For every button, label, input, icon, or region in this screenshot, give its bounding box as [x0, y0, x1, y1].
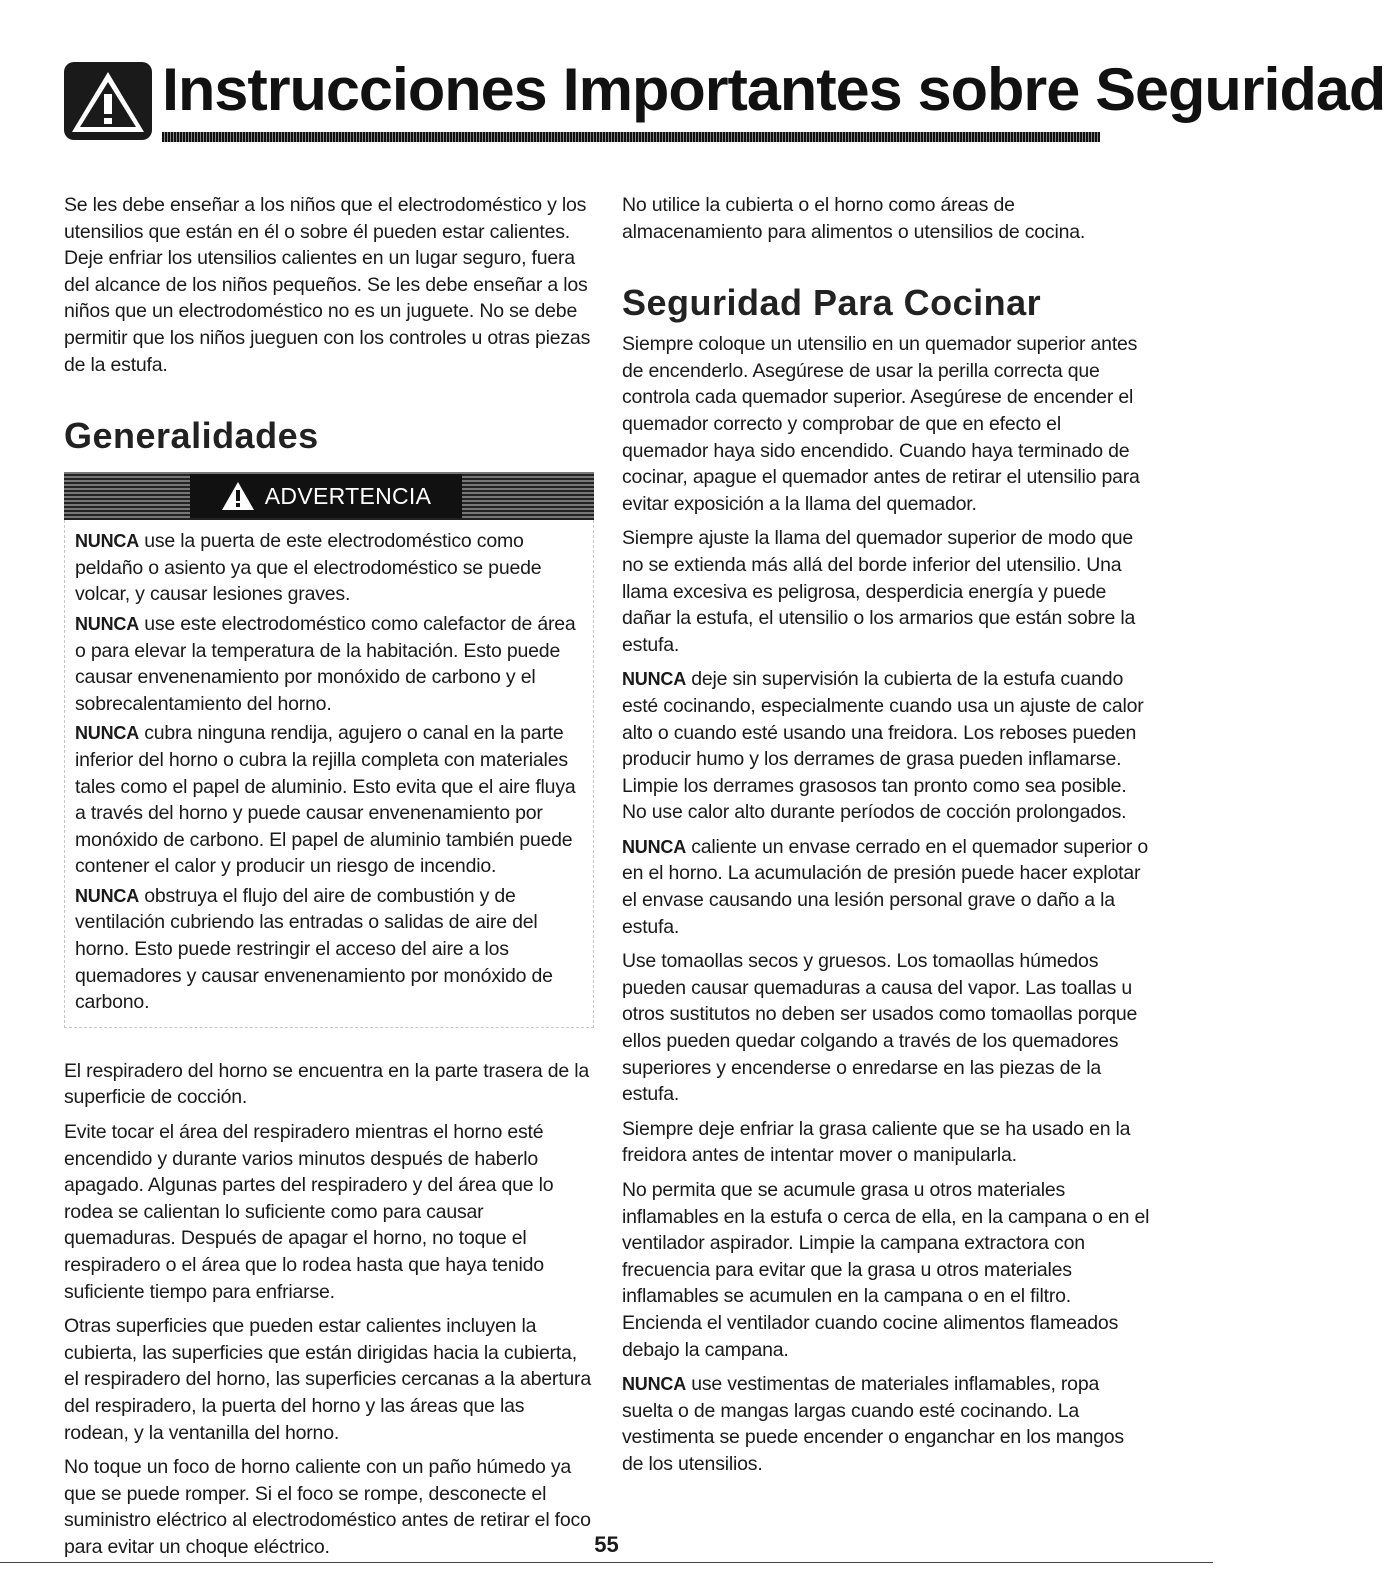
warning-item: NUNCA obstruya el flujo del aire de combustión y de ventilación cubriendo las entradas o salidas de aire del horno. Esto puede restringir el acceso del aire a los quemadores y causar envenenamiento por monóxido de carbono. [75, 884, 553, 1014]
intro-paragraph: Se les debe enseñar a los niños que el electrodoméstico y los utensilios que están en él o sobre él pueden estar calientes. Deje enfriar los utensilios calientes en un lugar seguro, fuera del alcance de los niños pequeños. Se les debe enseñar a los niños que un electrodoméstico no es un juguete. No se debe permitir que los niños jueguen con los controles u otras piezas de la estufa. [64, 194, 591, 376]
warning-item: NUNCA use este electrodoméstico como calefactor de área o para elevar la temperatura de la habitación. Esto puede causar envenenamiento por monóxido de carbono y el sobrecalentamiento del horno. [75, 612, 576, 715]
body-paragraph: No permita que se acumule grasa u otros materiales inflamables en la estufa o cerca de ella, en la campana o en el ventilador aspirador. Limpie la campana extractora con frecuencia para evitar que la grasa u otros materiales inflamables se acumulen en la campana o en el filtro. Encienda el ventilador cuando cocine alimentos flameados debajo la campana. [622, 1179, 1150, 1361]
body-paragraph: Siempre deje enfriar la grasa caliente que se ha usado en la freidora antes de intentar mover o manipularla. [622, 1117, 1131, 1167]
warning-box [64, 472, 594, 1028]
page-number: 55 [594, 1532, 619, 1557]
body-paragraph: Siempre ajuste la llama del quemador superior de modo que no se extienda más allá del borde inferior del utensilio. Una llama excesiva es peligrosa, desperdicia energía y puede dañar la estufa, el utensilio o los armarios que están sobre la estufa. [622, 527, 1136, 656]
left-column [64, 192, 594, 1569]
warning-item: NUNCA cubra ninguna rendija, agujero o canal en la parte inferior del horno o cubra la rejilla completa con materiales tales como el papel de aluminio. Esto evita que el aire fluya a través del horno y puede causar envenenamiento por monóxido de carbono. El papel de aluminio también puede contener el calor y producir un riesgo de incendio. [75, 722, 576, 878]
page-header [64, 46, 1385, 146]
body-paragraph: Siempre coloque un utensilio en un quemador superior antes de encenderlo. Asegúrese de usar la perilla correcta que controla cada quemador superior. Asegúrese de encender el quemador correcto y comprobar de que en efecto el quemador haya sido encendido. Cuando haya terminado de cocinar, apague el quemador antes de retirar el utensilio para evitar exposición a la llama del quemador. [622, 333, 1140, 515]
warning-banner [64, 472, 594, 520]
body-paragraph: Otras superficies que pueden estar calientes incluyen la cubierta, las superficies que están dirigidas hacia la cubierta, el respiradero del horno, las superficies cercanas a la abertura del respiradero, la puerta del horno y las áreas que las rodean, y la ventanilla del horno. [64, 1315, 591, 1444]
body-paragraph: NUNCA caliente un envase cerrado en el quemador superior o en el horno. La acumulación de presión puede hacer explotar el envase causando una lesión personal grave o daño a la estufa. [622, 835, 1149, 938]
body-paragraph: Evite tocar el área del respiradero mientras el horno esté encendido y durante varios minutos después de haberlo apagado. Algunas partes del respiradero y del área que lo rodea se calientan lo suficiente como para causar quemaduras. Después de apagar el horno, no toque el respiradero o el área que lo rodea hasta que haya tenido suficiente tiempo para enfriarse. [64, 1121, 554, 1303]
warning-label-text: ADVERTENCIA [264, 482, 432, 509]
right-column [622, 192, 1150, 1486]
warning-body [64, 520, 594, 1028]
bottom-rule [0, 1562, 1213, 1563]
section-heading-seguridad: Seguridad Para Cocinar [622, 282, 1042, 324]
warning-item: NUNCA use la puerta de este electrodoméstico como peldaño o asiento ya que el electrodoméstico se puede volcar, y causar lesiones graves. [75, 530, 542, 606]
warning-label [190, 474, 462, 518]
warning-triangle-icon [221, 481, 255, 511]
body-paragraph: NUNCA use vestimentas de materiales inflamables, ropa suelta o de mangas largas cuando esté cocinando. La vestimenta se puede encender o enganchar en los mangos de los utensilios. [622, 1373, 1124, 1475]
page-title: Instrucciones Importantes sobre Seguridad [162, 56, 1385, 123]
body-paragraph: No toque un foco de horno caliente con un paño húmedo ya que se puede romper. Si el foco se rompe, desconecte el suministro eléctrico al electrodoméstico antes de retirar el foco para evitar un choque eléctrico. [64, 1456, 591, 1558]
body-paragraph: NUNCA deje sin supervisión la cubierta de la estufa cuando esté cocinando, especialmente cuando usa un ajuste de calor alto o cuando esté usando una freidora. Los reboses pueden producir humo y los derrames de grasa pueden inflamarse. Limpie los derrames grasosos tan pronto como sea posible. No use calor alto durante períodos de cocción prolongados. [622, 668, 1144, 824]
intro-paragraph: No utilice la cubierta o el horno como áreas de almacenamiento para alimentos o utensilios de cocina. [622, 194, 1086, 243]
title-underline [162, 132, 1100, 142]
section-heading-generalidades: Generalidades [64, 415, 319, 457]
warning-triangle-icon [64, 62, 152, 140]
body-paragraph: Use tomaollas secos y gruesos. Los tomaollas húmedos pueden causar quemaduras a causa del vapor. Las toallas u otros sustitutos no deben ser usados como tomaollas porque ellos pueden quedar colgando a través de los quemadores superiores y encenderse o enredarse en las piezas de la estufa. [622, 950, 1138, 1106]
body-paragraph: El respiradero del horno se encuentra en la parte trasera de la superficie de cocción. [64, 1059, 590, 1109]
